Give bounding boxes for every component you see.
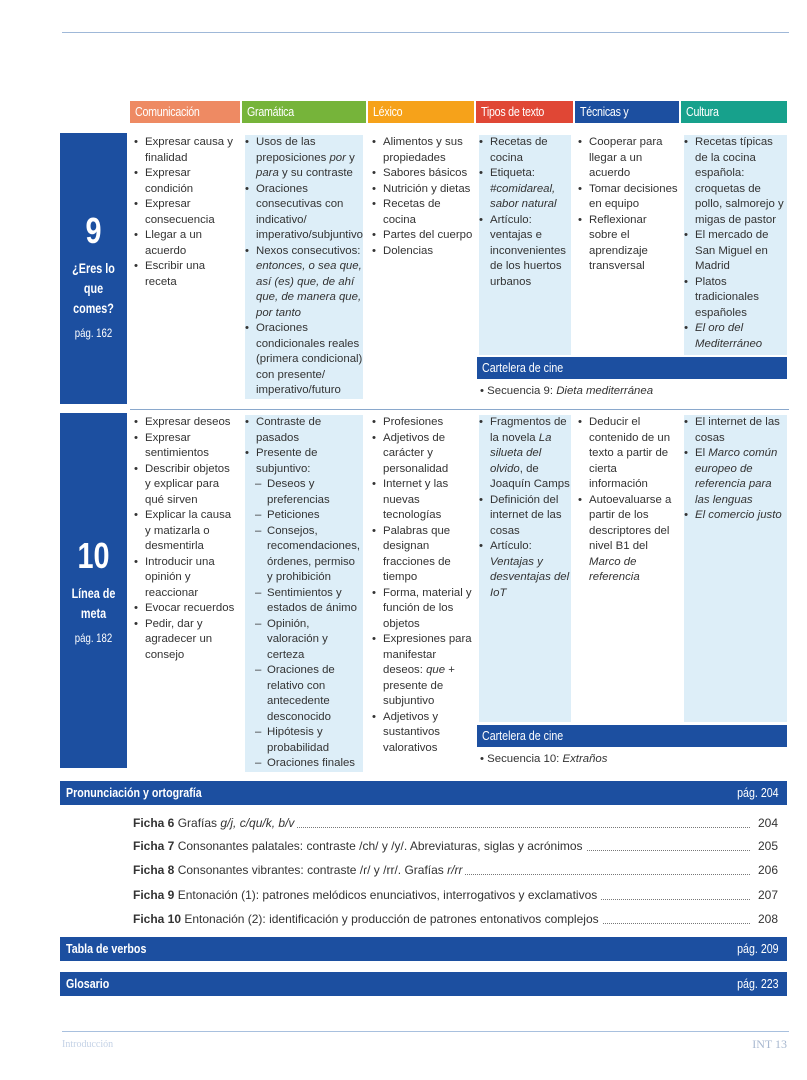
page-number: INT 13: [752, 1037, 787, 1051]
list-item: • Introducir una opinión y reaccionar: [134, 555, 236, 602]
list-item: • Autoevaluarse a partir de los descriptores del nivel B1 del Marco de referencia: [578, 493, 678, 586]
band-title: Tabla de verbos: [66, 941, 147, 956]
unit-number: 10: [77, 535, 110, 576]
ficha-row[interactable]: Ficha 9 Entonación (1): patrones melódicos enunciativos, interrogativos y exclamativos 207: [133, 888, 778, 902]
list-item: • Adjetivos y sustantivos valorativos: [372, 710, 474, 757]
top-rule: [62, 32, 789, 33]
list-item: • Expresar deseos: [134, 415, 236, 431]
list-item: • Nutrición y dietas: [372, 182, 474, 198]
list-item: • Artículo: Ventajas y desventajas del IoT: [479, 539, 571, 601]
list-item: • Reflexionar sobre el aprendizaje transversal: [578, 213, 678, 275]
list-item: – Deseos y preferencias: [245, 477, 363, 508]
list-item: • Definición del internet de las cosas: [479, 493, 571, 540]
list-item: • Explicar la causa y matizarla o desmentirla: [134, 508, 236, 555]
unit-title: Línea de: [71, 586, 116, 601]
list-item: • Presente de subjuntivo:: [245, 446, 363, 477]
list-item: • Escribir una receta: [134, 259, 236, 290]
list-item: • Expresar consecuencia: [134, 197, 236, 228]
list-item: • Forma, material y función de los objetos: [372, 586, 474, 633]
u10-tecnicas: [578, 415, 678, 586]
list-item: • Recetas de cocina: [372, 197, 474, 228]
list-item: • Expresar condición: [134, 166, 236, 197]
list-item: • Llegar a un acuerdo: [134, 228, 236, 259]
u10-cultura: [684, 415, 787, 722]
list-item: • Usos de las preposiciones por y para y su contraste: [245, 135, 363, 182]
list-item: • El mercado de San Miguel en Madrid: [684, 228, 787, 275]
unit-10-bar: [60, 413, 127, 768]
list-item: • Palabras que designan fracciones de tiempo: [372, 524, 474, 586]
list-item: – Oraciones de relativo con antecedente desconocido: [245, 663, 363, 725]
list-item: • Pedir, dar y agradecer un consejo: [134, 617, 236, 664]
list-item: • Dolencias: [372, 244, 474, 260]
list-item: – Oraciones finales: [245, 756, 363, 772]
list-item: • Expresar causa y finalidad: [134, 135, 236, 166]
col-header-gramatica: Gramática: [242, 101, 366, 123]
list-item: • Deducir el contenido de un texto a partir de cierta información: [578, 415, 678, 493]
list-item: • Recetas típicas de la cocina española: croquetas de pollo, salmorejo y migas de pastor: [684, 135, 787, 228]
secuencia: • Secuencia 9: Dieta mediterránea: [480, 385, 654, 397]
unit-9-bar: [60, 133, 127, 404]
unit-number: 9: [85, 210, 102, 251]
band-page: pág. 223: [737, 976, 779, 991]
list-item: • Internet y las nuevas tecnologías: [372, 477, 474, 524]
u10-tipos: [479, 415, 571, 722]
list-item: • El Marco común europeo de referencia para las lenguas: [684, 446, 787, 508]
list-item: • Expresar sentimientos: [134, 431, 236, 462]
list-item: • Partes del cuerpo: [372, 228, 474, 244]
list-item: • Profesiones: [372, 415, 474, 431]
glosario-band[interactable]: [60, 972, 787, 996]
u9-gramatica: [245, 135, 363, 399]
u9-comunicacion: [134, 135, 236, 290]
u9-tipos: [479, 135, 571, 355]
list-item: • Platos tradicionales españoles: [684, 275, 787, 322]
list-item: – Consejos, recomendaciones, órdenes, permiso y prohibición: [245, 524, 363, 586]
band-title: Pronunciación y ortografía: [66, 785, 202, 800]
col-header-tecnicas: Técnicas y estrategias: [575, 101, 679, 123]
col-header-cultura: Cultura: [681, 101, 787, 123]
u9-cultura: [684, 135, 787, 355]
unit-title: ¿Eres lo: [72, 261, 115, 276]
list-item: – Sentimientos y estados de ánimo: [245, 586, 363, 617]
ficha-row[interactable]: Ficha 10 Entonación (2): identificación y producción de patrones entonativos complejos 208: [133, 912, 778, 926]
ficha-page: 206: [755, 862, 778, 878]
row-divider: [130, 409, 789, 410]
list-item: • Artículo: ventajas e inconvenientes de los huertos urbanos: [479, 213, 571, 291]
list-item: • Evocar recuerdos: [134, 601, 236, 617]
unit-page[interactable]: pág. 162: [74, 326, 113, 340]
col-header-comunicacion: Comunicación: [130, 101, 240, 123]
list-item: • Adjetivos de carácter y personalidad: [372, 431, 474, 478]
secuencia: • Secuencia 10: Extraños: [480, 753, 608, 765]
cartelera-header: Cartelera de cine: [477, 725, 787, 747]
ficha-row[interactable]: Ficha 8 Consonantes vibrantes: contraste /ɾ/ y /rr/. Grafías r/rr 206: [133, 863, 778, 877]
list-item: • Cooperar para llegar a un acuerdo: [578, 135, 678, 182]
list-item: • Expresiones para manifestar deseos: que + presente de subjuntivo: [372, 632, 474, 710]
list-item: • Nexos consecutivos: entonces, o sea que, así (es) que, de ahí que, de manera que, por tanto: [245, 244, 363, 322]
list-item: – Hipótesis y probabilidad: [245, 725, 363, 756]
ficha-row[interactable]: Ficha 6 Grafías g/j, c/qu/k, b/v 204: [133, 816, 778, 830]
list-item: • El oro del Mediterráneo: [684, 321, 787, 352]
unit-title: meta: [80, 606, 107, 621]
footer-rule: [62, 1031, 789, 1032]
unit-title: que comes?: [73, 281, 114, 316]
band-page: pág. 209: [737, 941, 779, 956]
u10-gramatica: [245, 415, 363, 772]
list-item: • Tomar decisiones en equipo: [578, 182, 678, 213]
list-item: • Oraciones consecutivas con indicativo/ imperativo/subjuntivo: [245, 182, 363, 244]
list-item: • Sabores básicos: [372, 166, 474, 182]
list-item: • Recetas de cocina: [479, 135, 571, 166]
footer-section: Introducción: [62, 1039, 114, 1050]
ficha-page: 205: [755, 838, 778, 854]
list-item: • Fragmentos de la novela La silueta del olvido, de Joaquín Camps: [479, 415, 571, 493]
band-title: Glosario: [66, 976, 110, 991]
ficha-page: 208: [755, 911, 778, 927]
list-item: – Peticiones: [245, 508, 363, 524]
pronunciacion-band[interactable]: [60, 781, 787, 805]
u10-comunicacion: [134, 415, 236, 663]
list-item: – Opinión, valoración y certeza: [245, 617, 363, 664]
tabla-verbos-band[interactable]: [60, 937, 787, 961]
list-item: • Alimentos y sus propiedades: [372, 135, 474, 166]
u9-lexico: [372, 135, 474, 259]
ficha-page: 204: [755, 815, 778, 831]
list-item: • Oraciones condicionales reales (primera condicional) con presente/ imperativo/futuro: [245, 321, 363, 399]
cartelera-header: Cartelera de cine: [477, 357, 787, 379]
list-item: • Contraste de pasados: [245, 415, 363, 446]
u10-lexico: [372, 415, 474, 756]
band-page: pág. 204: [737, 785, 779, 800]
ficha-row[interactable]: Ficha 7 Consonantes palatales: contraste /ch/ y /y/. Abreviaturas, siglas y acrónimos 205: [133, 839, 778, 853]
col-header-lexico: Léxico: [368, 101, 474, 123]
unit-page[interactable]: pág. 182: [74, 631, 113, 645]
list-item: • Describir objetos y explicar para qué sirven: [134, 462, 236, 509]
list-item: • El comercio justo: [684, 508, 787, 524]
u9-tecnicas: [578, 135, 678, 275]
list-item: • El internet de las cosas: [684, 415, 787, 446]
list-item: • Etiqueta: #comidareal, sabor natural: [479, 166, 571, 213]
col-header-tipos: Tipos de texto: [476, 101, 573, 123]
ficha-page: 207: [755, 887, 778, 903]
